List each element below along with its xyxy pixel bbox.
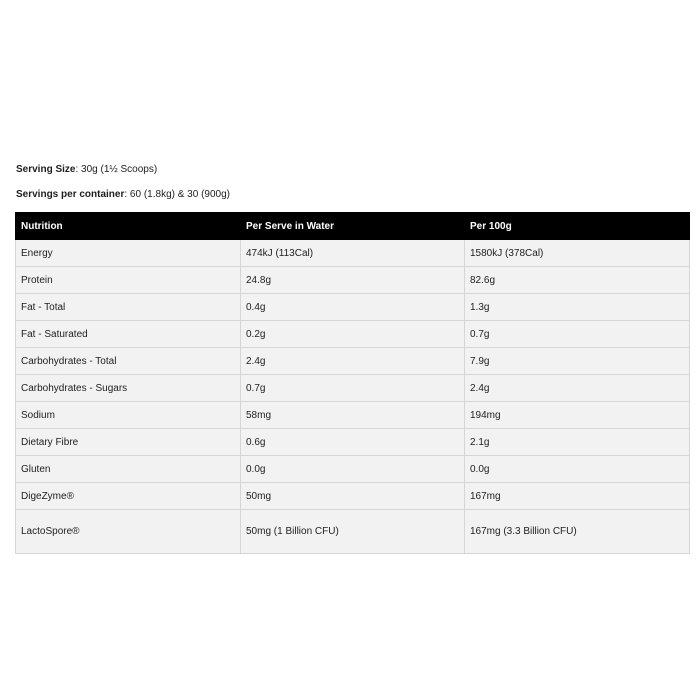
- table-row: [16, 240, 690, 267]
- header-per-100g: Per 100g: [465, 213, 690, 240]
- table-row: [16, 510, 690, 554]
- nutrient-name: Carbohydrates - Sugars: [16, 375, 241, 402]
- header-per-serve: Per Serve in Water: [241, 213, 465, 240]
- per-100g-value: 167mg (3.3 Billion CFU): [465, 510, 690, 554]
- table-row: [16, 402, 690, 429]
- nutrient-name: DigeZyme®: [16, 483, 241, 510]
- table-row: [16, 348, 690, 375]
- per-100g-value: 194mg: [465, 402, 690, 429]
- per-serve-value: 0.7g: [241, 375, 465, 402]
- per-serve-value: 2.4g: [241, 348, 465, 375]
- nutrient-name: Gluten: [16, 456, 241, 483]
- nutrient-name: Fat - Total: [16, 294, 241, 321]
- serving-size-line: [16, 163, 230, 177]
- per-serve-value: 0.0g: [241, 456, 465, 483]
- serving-size-value: : 30g (1½ Scoops): [75, 164, 158, 175]
- table-row: [16, 483, 690, 510]
- servings-per-container-line: [16, 188, 230, 202]
- table-row: [16, 294, 690, 321]
- header-row: [16, 213, 690, 240]
- per-100g-value: 1580kJ (378Cal): [465, 240, 690, 267]
- per-100g-value: 2.1g: [465, 429, 690, 456]
- nutrition-table-body: [16, 240, 690, 554]
- table-row: [16, 321, 690, 348]
- servings-per-container-value: : 60 (1.8kg) & 30 (900g): [124, 189, 230, 200]
- nutrient-name: Energy: [16, 240, 241, 267]
- table-row: [16, 429, 690, 456]
- per-serve-value: 50mg: [241, 483, 465, 510]
- nutrient-name: Dietary Fibre: [16, 429, 241, 456]
- per-serve-value: 0.2g: [241, 321, 465, 348]
- nutrient-name: LactoSpore®: [16, 510, 241, 554]
- per-serve-value: 474kJ (113Cal): [241, 240, 465, 267]
- nutrient-name: Carbohydrates - Total: [16, 348, 241, 375]
- per-100g-value: 7.9g: [465, 348, 690, 375]
- nutrition-table: [15, 212, 690, 554]
- nutrient-name: Protein: [16, 267, 241, 294]
- per-100g-value: 167mg: [465, 483, 690, 510]
- per-serve-value: 58mg: [241, 402, 465, 429]
- nutrition-table-header: [16, 213, 690, 240]
- nutrient-name: Sodium: [16, 402, 241, 429]
- per-serve-value: 24.8g: [241, 267, 465, 294]
- per-100g-value: 82.6g: [465, 267, 690, 294]
- table-row: [16, 267, 690, 294]
- per-100g-value: 1.3g: [465, 294, 690, 321]
- per-100g-value: 2.4g: [465, 375, 690, 402]
- header-nutrition: Nutrition: [16, 213, 241, 240]
- per-serve-value: 50mg (1 Billion CFU): [241, 510, 465, 554]
- nutrient-name: Fat - Saturated: [16, 321, 241, 348]
- serving-size-label: Serving Size: [16, 164, 76, 175]
- table-row: [16, 375, 690, 402]
- servings-per-container-label: Servings per container: [16, 189, 125, 200]
- table-row: [16, 456, 690, 483]
- per-serve-value: 0.6g: [241, 429, 465, 456]
- serving-info: [16, 163, 230, 202]
- per-serve-value: 0.4g: [241, 294, 465, 321]
- per-100g-value: 0.0g: [465, 456, 690, 483]
- per-100g-value: 0.7g: [465, 321, 690, 348]
